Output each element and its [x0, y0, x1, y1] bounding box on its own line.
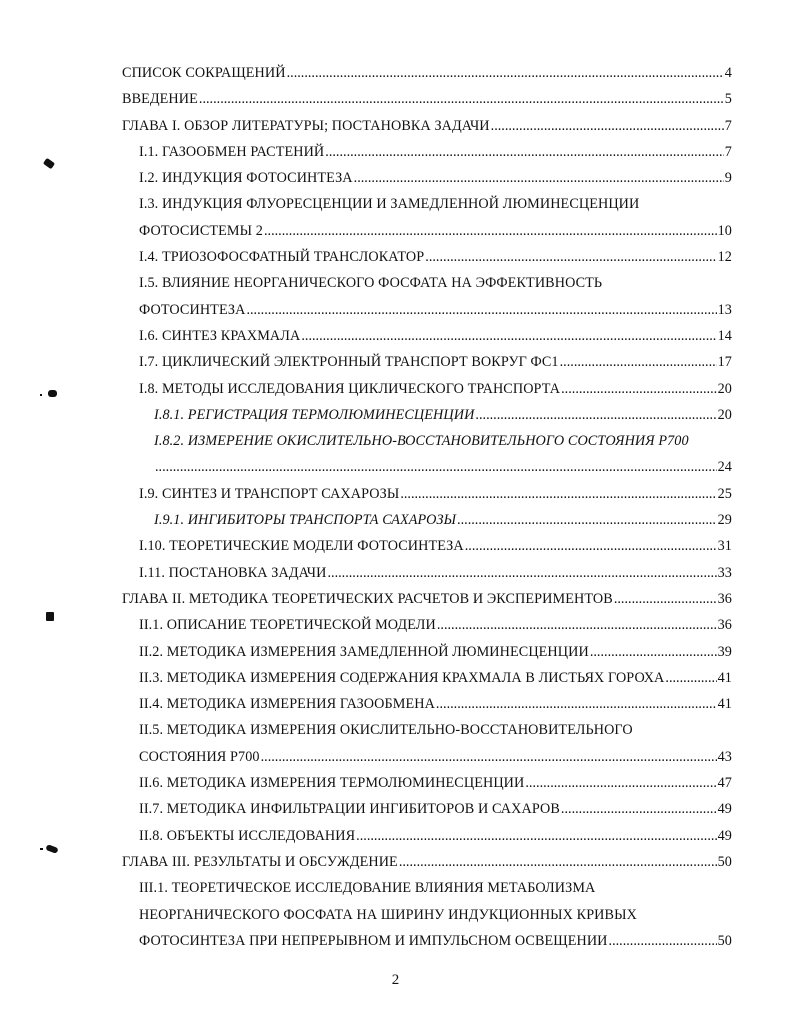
toc-entry-row [139, 165, 732, 191]
dot-leader [399, 849, 717, 875]
dot-leader [609, 928, 717, 954]
toc-entry-title: II.3. МЕТОДИКА ИЗМЕРЕНИЯ СОДЕРЖАНИЯ КРАХМАЛА В ЛИСТЬЯХ ГОРОХА [139, 669, 665, 686]
dot-leader [400, 481, 716, 507]
toc-entry [122, 60, 732, 86]
dot-leader [665, 665, 716, 691]
dot-leader [425, 244, 716, 270]
toc-entry-page: 43 [717, 748, 732, 765]
toc-entry [139, 823, 732, 849]
toc-entry-title: I.8. МЕТОДЫ ИССЛЕДОВАНИЯ ЦИКЛИЧЕСКОГО ТРАНСПОРТА [139, 380, 561, 397]
toc-entry-row [139, 349, 732, 375]
dot-leader [354, 165, 724, 191]
dot-leader [590, 639, 717, 665]
toc-entry-title: I.1. ГАЗООБМЕН РАСТЕНИЙ [139, 143, 325, 160]
toc-entry-page: 5 [724, 91, 732, 108]
toc-entry-title: ФОТОСИСТЕМЫ 2 [139, 222, 263, 239]
dot-leader [614, 586, 717, 612]
toc-entry-page: 41 [717, 669, 732, 686]
toc-entry [122, 849, 732, 875]
toc-entry [122, 86, 732, 112]
dot-leader [436, 691, 717, 717]
toc-entry-title: I.9. СИНТЕЗ И ТРАНСПОРТ САХАРОЗЫ [139, 485, 400, 502]
scan-speck [46, 612, 54, 621]
toc-entry-page: 20 [717, 380, 732, 397]
toc-entry-title: ГЛАВА III. РЕЗУЛЬТАТЫ И ОБСУЖДЕНИЕ [122, 853, 398, 870]
toc-entry-title-line: НЕОРГАНИЧЕСКОГО ФОСФАТА НА ШИРИНУ ИНДУКЦИОННЫХ КРИВЫХ [139, 906, 637, 923]
toc-entry [139, 560, 732, 586]
toc-entry [139, 376, 732, 402]
toc-entry-title: I.10. ТЕОРЕТИЧЕСКИЕ МОДЕЛИ ФОТОСИНТЕЗА [139, 538, 464, 555]
toc-entry [139, 349, 732, 375]
dot-leader [457, 507, 717, 533]
toc-entry-row [139, 139, 732, 165]
toc-entry-page: 41 [717, 696, 732, 713]
toc-entry-title: II.6. МЕТОДИКА ИЗМЕРЕНИЯ ТЕРМОЛЮМИНЕСЦЕНЦИИ [139, 775, 525, 792]
toc-entry-page: 49 [717, 827, 732, 844]
toc-entry-row [139, 297, 732, 323]
toc-entry-row [139, 770, 732, 796]
toc-entry [139, 717, 732, 770]
toc-entry-page: 29 [717, 512, 732, 529]
toc-entry-row [122, 113, 732, 139]
toc-entry-title: ГЛАВА I. ОБЗОР ЛИТЕРАТУРЫ; ПОСТАНОВКА ЗАДАЧИ [122, 117, 490, 134]
toc-entry-title: I.2. ИНДУКЦИЯ ФОТОСИНТЕЗА [139, 170, 353, 187]
toc-entry-page: 20 [717, 406, 732, 423]
toc-entry-page: 50 [717, 932, 732, 949]
dot-leader [437, 612, 717, 638]
toc-entry [139, 481, 732, 507]
scan-speck [45, 844, 58, 854]
toc-entry [139, 612, 732, 638]
toc-entry-title: ФОТОСИНТЕЗА ПРИ НЕПРЕРЫВНОМ И ИМПУЛЬСНОМ ОСВЕЩЕНИИ [139, 932, 608, 949]
dot-leader [325, 139, 724, 165]
toc-entry-title-line: I.3. ИНДУКЦИЯ ФЛУОРЕСЦЕНЦИИ И ЗАМЕДЛЕННОЙ ЛЮМИНЕСЦЕНЦИИ [139, 196, 640, 213]
toc-entry [154, 428, 732, 481]
toc-entry-page: 50 [717, 853, 732, 870]
toc-entry-title: I.4. ТРИОЗОФОСФАТНЫЙ ТРАНСЛОКАТОР [139, 249, 425, 266]
scan-speck [40, 394, 42, 396]
toc-entry-page: 33 [717, 564, 732, 581]
toc-entry-page: 7 [724, 117, 732, 134]
dot-leader [301, 323, 716, 349]
dot-leader [199, 86, 724, 112]
dot-leader [356, 823, 716, 849]
toc-entry-title: СОСТОЯНИЯ P700 [139, 748, 260, 765]
toc-entry-page: 4 [724, 65, 732, 81]
toc-entry-row [122, 586, 732, 612]
toc-entry [139, 639, 732, 665]
toc-entry [139, 875, 732, 954]
toc-entry-row [139, 560, 732, 586]
scan-speck [43, 158, 55, 169]
toc-entry [122, 586, 732, 612]
toc-entry-page: 17 [717, 354, 732, 371]
toc-entry-row [139, 612, 732, 638]
toc-entry [139, 270, 732, 323]
toc-entry-row [139, 481, 732, 507]
toc-entry [139, 796, 732, 822]
toc-entry-page: 49 [717, 801, 732, 818]
table-of-contents [122, 60, 732, 954]
toc-entry-page: 12 [717, 249, 732, 266]
toc-entry-title: II.7. МЕТОДИКА ИНФИЛЬТРАЦИИ ИНГИБИТОРОВ И САХАРОВ [139, 801, 560, 818]
toc-entry-row [154, 507, 732, 533]
dot-leader [560, 349, 717, 375]
toc-entry-title: II.8. ОБЪЕКТЫ ИССЛЕДОВАНИЯ [139, 827, 356, 844]
toc-entry-page: 39 [717, 643, 732, 660]
toc-entry-title-line: III.1. ТЕОРЕТИЧЕСКОЕ ИССЛЕДОВАНИЕ ВЛИЯНИЯ МЕТАБОЛИЗМА [139, 880, 596, 897]
toc-entry-row [139, 928, 732, 954]
scan-speck [48, 390, 57, 397]
toc-entry-page: 47 [717, 775, 732, 792]
toc-entry-page: 13 [717, 301, 732, 318]
toc-entry-page: 9 [724, 170, 732, 187]
toc-entry-title: II.1. ОПИСАНИЕ ТЕОРЕТИЧЕСКОЙ МОДЕЛИ [139, 617, 436, 634]
toc-entry-row [139, 744, 732, 770]
toc-entry [139, 323, 732, 349]
toc-entry-row [139, 691, 732, 717]
toc-entry-page: 31 [717, 538, 732, 555]
toc-entry-row [139, 218, 732, 244]
toc-entry [154, 402, 732, 428]
dot-leader [525, 770, 716, 796]
toc-entry-page: 7 [724, 143, 732, 160]
toc-entry-title: ВВЕДЕНИЕ [122, 91, 198, 108]
dot-leader [287, 60, 724, 86]
toc-entry [139, 244, 732, 270]
dot-leader [264, 218, 717, 244]
toc-entry-row [139, 823, 732, 849]
page-number: 2 [391, 972, 400, 988]
dot-leader [246, 297, 716, 323]
dot-leader [155, 454, 717, 480]
toc-entry-title: I.7. ЦИКЛИЧЕСКИЙ ЭЛЕКТРОННЫЙ ТРАНСПОРТ ВОКРУГ ФС1 [139, 354, 559, 371]
toc-entry-row [122, 86, 732, 112]
dot-leader [561, 376, 716, 402]
dot-leader [475, 402, 716, 428]
toc-entry [139, 533, 732, 559]
toc-entry-row [139, 323, 732, 349]
toc-entry-title-line: II.5. МЕТОДИКА ИЗМЕРЕНИЯ ОКИСЛИТЕЛЬНО-ВОССТАНОВИТЕЛЬНОГО [139, 722, 633, 739]
scan-speck [40, 848, 43, 850]
toc-entry-row [139, 533, 732, 559]
toc-entry-page: 36 [717, 617, 732, 634]
toc-entry-title-line: I.5. ВЛИЯНИЕ НЕОРГАНИЧЕСКОГО ФОСФАТА НА ЭФФЕКТИВНОСТЬ [139, 275, 603, 292]
toc-entry-title: I.9.1. ИНГИБИТОРЫ ТРАНСПОРТА САХАРОЗЫ [154, 512, 457, 529]
toc-entry-title: I.6. СИНТЕЗ КРАХМАЛА [139, 327, 301, 344]
dot-leader [491, 113, 724, 139]
toc-entry-title: ГЛАВА II. МЕТОДИКА ТЕОРЕТИЧЕСКИХ РАСЧЕТОВ И ЭКСПЕРИМЕНТОВ [122, 590, 613, 607]
toc-entry [122, 113, 732, 139]
toc-entry-page: 36 [717, 590, 732, 607]
toc-entry-row [154, 402, 732, 428]
toc-entry-page: 10 [717, 222, 732, 239]
dot-leader [561, 796, 717, 822]
toc-entry [139, 770, 732, 796]
toc-entry-row [122, 849, 732, 875]
dot-leader [327, 560, 716, 586]
toc-entry-title: I.11. ПОСТАНОВКА ЗАДАЧИ [139, 564, 327, 581]
toc-entry [139, 191, 732, 244]
toc-entry-row [139, 796, 732, 822]
toc-entry-row [139, 639, 732, 665]
toc-entry-title: I.8.1. РЕГИСТРАЦИЯ ТЕРМОЛЮМИНЕСЦЕНЦИИ [154, 406, 475, 423]
toc-entry-page: 25 [717, 485, 732, 502]
toc-entry-row [139, 376, 732, 402]
toc-entry-title-line: I.8.2. ИЗМЕРЕНИЕ ОКИСЛИТЕЛЬНО-ВОССТАНОВИТЕЛЬНОГО СОСТОЯНИЯ P700 [154, 433, 689, 450]
toc-entry-row [139, 665, 732, 691]
dot-leader [465, 533, 717, 559]
dot-leader [261, 744, 717, 770]
toc-entry-title: II.2. МЕТОДИКА ИЗМЕРЕНИЯ ЗАМЕДЛЕННОЙ ЛЮМИНЕСЦЕНЦИИ [139, 643, 589, 660]
toc-entry [139, 139, 732, 165]
toc-entry-page: 24 [717, 459, 732, 476]
toc-entry-title: II.4. МЕТОДИКА ИЗМЕРЕНИЯ ГАЗООБМЕНА [139, 696, 435, 713]
toc-entry [139, 665, 732, 691]
toc-entry-title: ФОТОСИНТЕЗА [139, 301, 246, 318]
toc-entry [154, 507, 732, 533]
toc-entry-title: СПИСОК СОКРАЩЕНИЙ [122, 65, 286, 81]
toc-entry-row [122, 60, 732, 86]
toc-entry [139, 691, 732, 717]
toc-entry-page: 14 [717, 327, 732, 344]
toc-entry-row [139, 244, 732, 270]
toc-entry-row [154, 454, 732, 480]
toc-entry [139, 165, 732, 191]
